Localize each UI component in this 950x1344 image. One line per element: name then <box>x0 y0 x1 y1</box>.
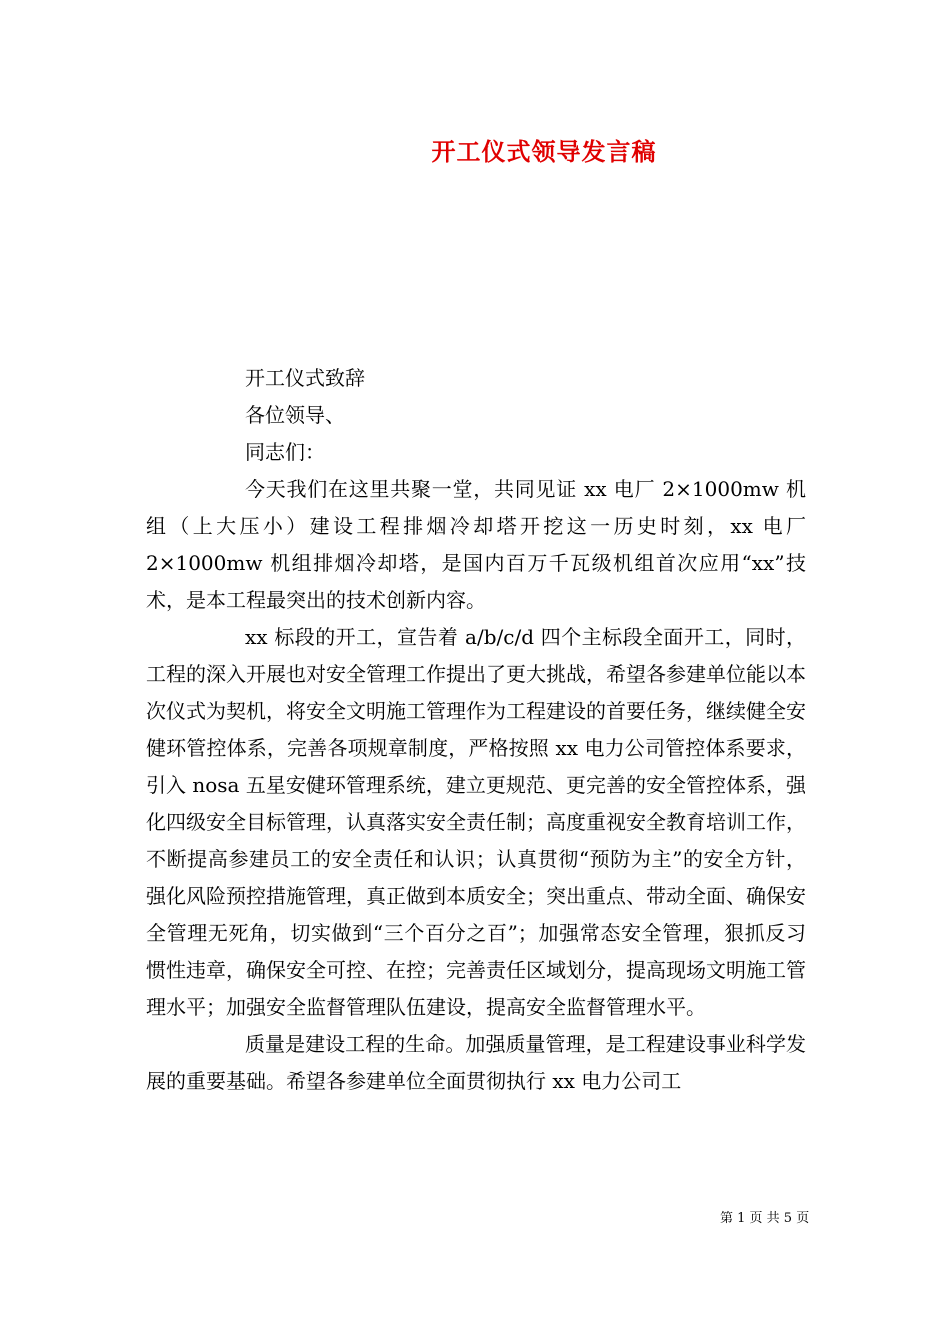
document-body <box>146 360 806 1100</box>
paragraph-1: 今天我们在这里共聚一堂，共同见证 xx 电厂 2×1000mw 机组（上大压小）建设工程排烟冷却塔开挖这一历史时刻，xx 电厂 2×1000mw 机组排烟冷却塔，是国内百万千瓦级机组首次应用“xx”技术，是本工程最突出的技术创新内容。 <box>146 477 806 612</box>
page-number: 第 1 页 共 5 页 <box>720 1211 810 1226</box>
speech-heading: 开工仪式致辞 <box>245 366 365 390</box>
greeting-line-2: 同志们： <box>245 440 325 464</box>
document-title: 开工仪式领导发言稿 <box>431 137 657 166</box>
greeting-line-1: 各位领导、 <box>245 403 345 427</box>
paragraph-3: 质量是建设工程的生命。加强质量管理，是工程建设事业科学发展的重要基础。希望各参建单位全面贯彻执行 xx 电力公司工 <box>146 1032 806 1093</box>
paragraph-2: xx 标段的开工，宣告着 a/b/c/d 四个主标段全面开工，同时，工程的深入开展也对安全管理工作提出了更大挑战，希望各参建单位能以本次仪式为契机，将安全文明施工管理作为工程建设的首要任务，继续健全安健环管控体系，完善各项规章制度，严格按照 xx 电力公司管控体系要求，引入 nosa 五星安健环管理系统，建立更规范、更完善的安全管控体系，强化四级安全目标管理，认真落实安全责任制；高度重视安全教育培训工作，不断提高参建员工的安全责任和认识；认真贯彻“预防为主”的安全方针，强化风险预控措施管理，真正做到本质安全；突出重点、带动全面、确保安全管理无死角，切实做到“三个百分之百”；加强常态安全管理，狠抓反习惯性违章，确保安全可控、在控；完善责任区域划分，提高现场文明施工管理水平；加强安全监督管理队伍建设，提高安全监督管理水平。 <box>146 625 806 1019</box>
